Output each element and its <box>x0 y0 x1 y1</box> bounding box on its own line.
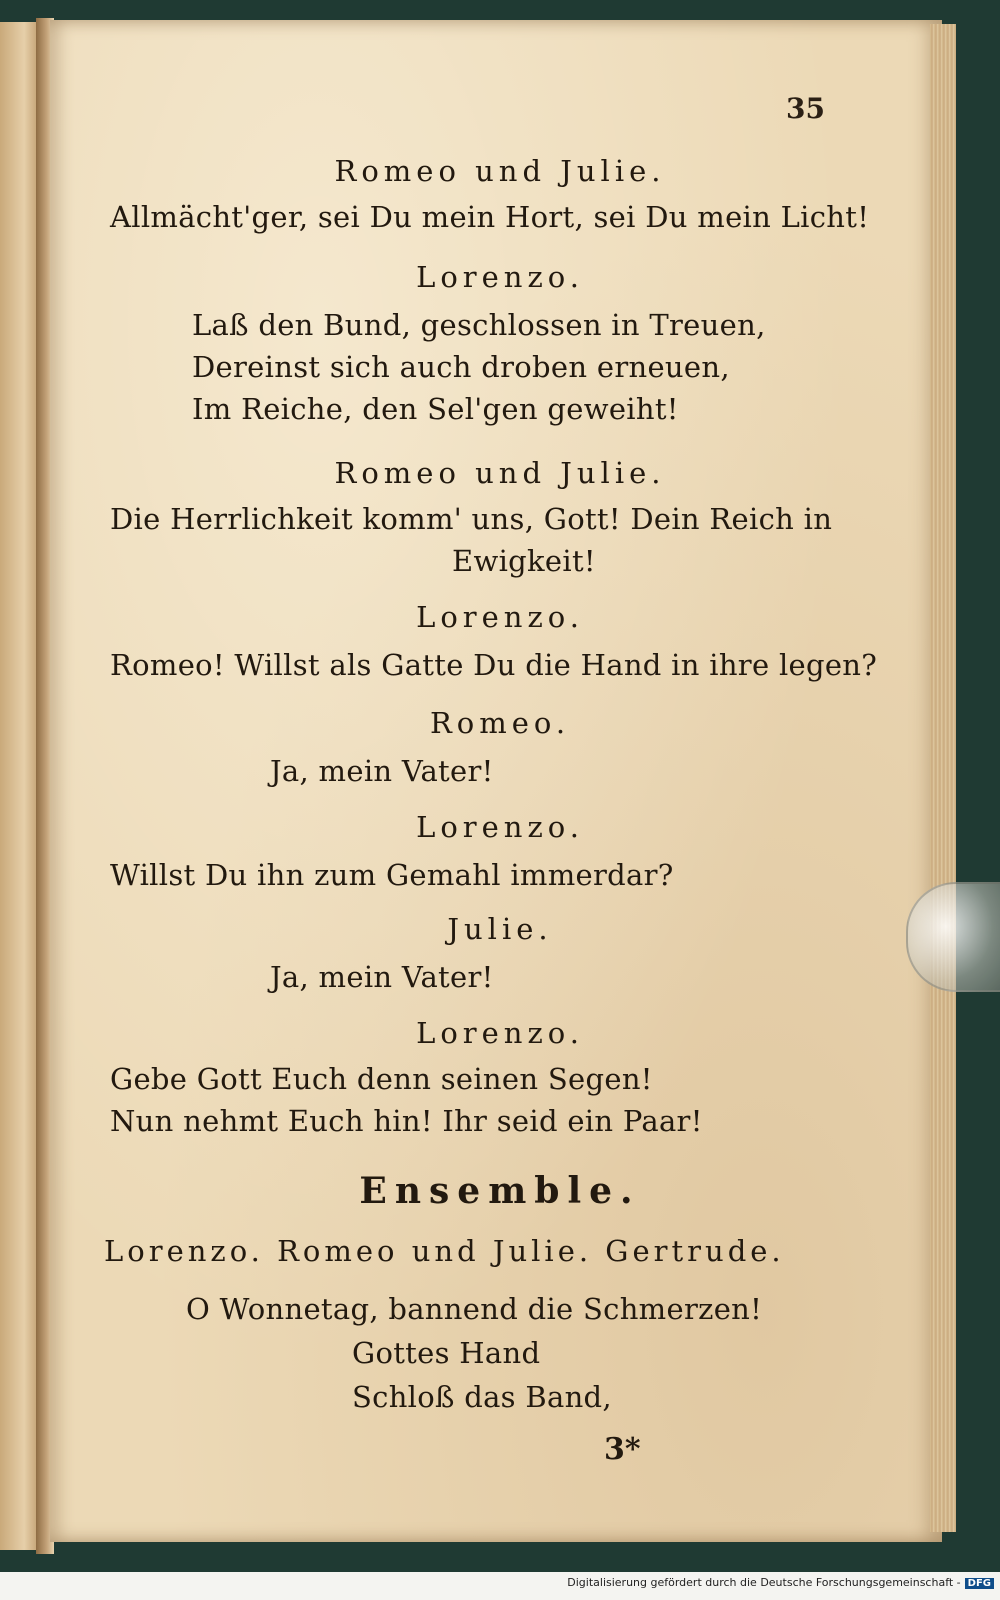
verse-line: Dereinst sich auch droben erneuen, <box>192 350 730 384</box>
speaker-heading: Julie. <box>447 912 553 946</box>
dfg-logo: DFG <box>965 1578 994 1589</box>
speaker-heading: Lorenzo. <box>416 810 584 844</box>
speaker-list: Lorenzo. Romeo und Julie. Gertrude. <box>104 1234 785 1268</box>
verse-line: Gottes Hand <box>352 1336 541 1370</box>
section-heading: Ensemble. <box>359 1170 641 1212</box>
verse-line: Schloß das Band, <box>352 1380 612 1414</box>
verse-line: Ja, mein Vater! <box>270 960 494 994</box>
verse-line: Gebe Gott Euch denn seinen Segen! <box>110 1062 653 1096</box>
verse-line: Allmächt'ger, sei Du mein Hort, sei Du mein Licht! <box>110 200 870 234</box>
speaker-heading: Lorenzo. <box>416 260 584 294</box>
verse-line: O Wonnetag, bannend die Schmerzen! <box>186 1292 763 1326</box>
page-number: 35 <box>786 92 825 125</box>
speaker-heading: Lorenzo. <box>416 1016 584 1050</box>
speaker-heading: Lorenzo. <box>416 600 584 634</box>
speaker-heading: Romeo. <box>429 706 571 740</box>
verse-line: Die Herrlichkeit komm' uns, Gott! Dein Reich in <box>110 502 833 536</box>
verse-line: Nun nehmt Euch hin! Ihr seid ein Paar! <box>110 1104 703 1138</box>
catchword: 3* <box>604 1432 641 1467</box>
speaker-heading: Romeo und Julie. <box>334 456 666 490</box>
footer-text: Digitalisierung gefördert durch die Deutsche Forschungsgemeinschaft - <box>567 1576 961 1589</box>
digitization-footer <box>0 1576 994 1600</box>
verse-line: Ewigkeit! <box>452 544 596 578</box>
verse-line: Im Reiche, den Sel'gen geweiht! <box>192 392 679 426</box>
verse-line: Laß den Bund, geschlossen in Treuen, <box>192 308 766 342</box>
verse-line: Willst Du ihn zum Gemahl immerdar? <box>110 858 674 892</box>
verse-line: Romeo! Willst als Gatte Du die Hand in ihre legen? <box>110 648 878 682</box>
verse-line: Ja, mein Vater! <box>270 754 494 788</box>
speaker-heading: Romeo und Julie. <box>334 154 666 188</box>
